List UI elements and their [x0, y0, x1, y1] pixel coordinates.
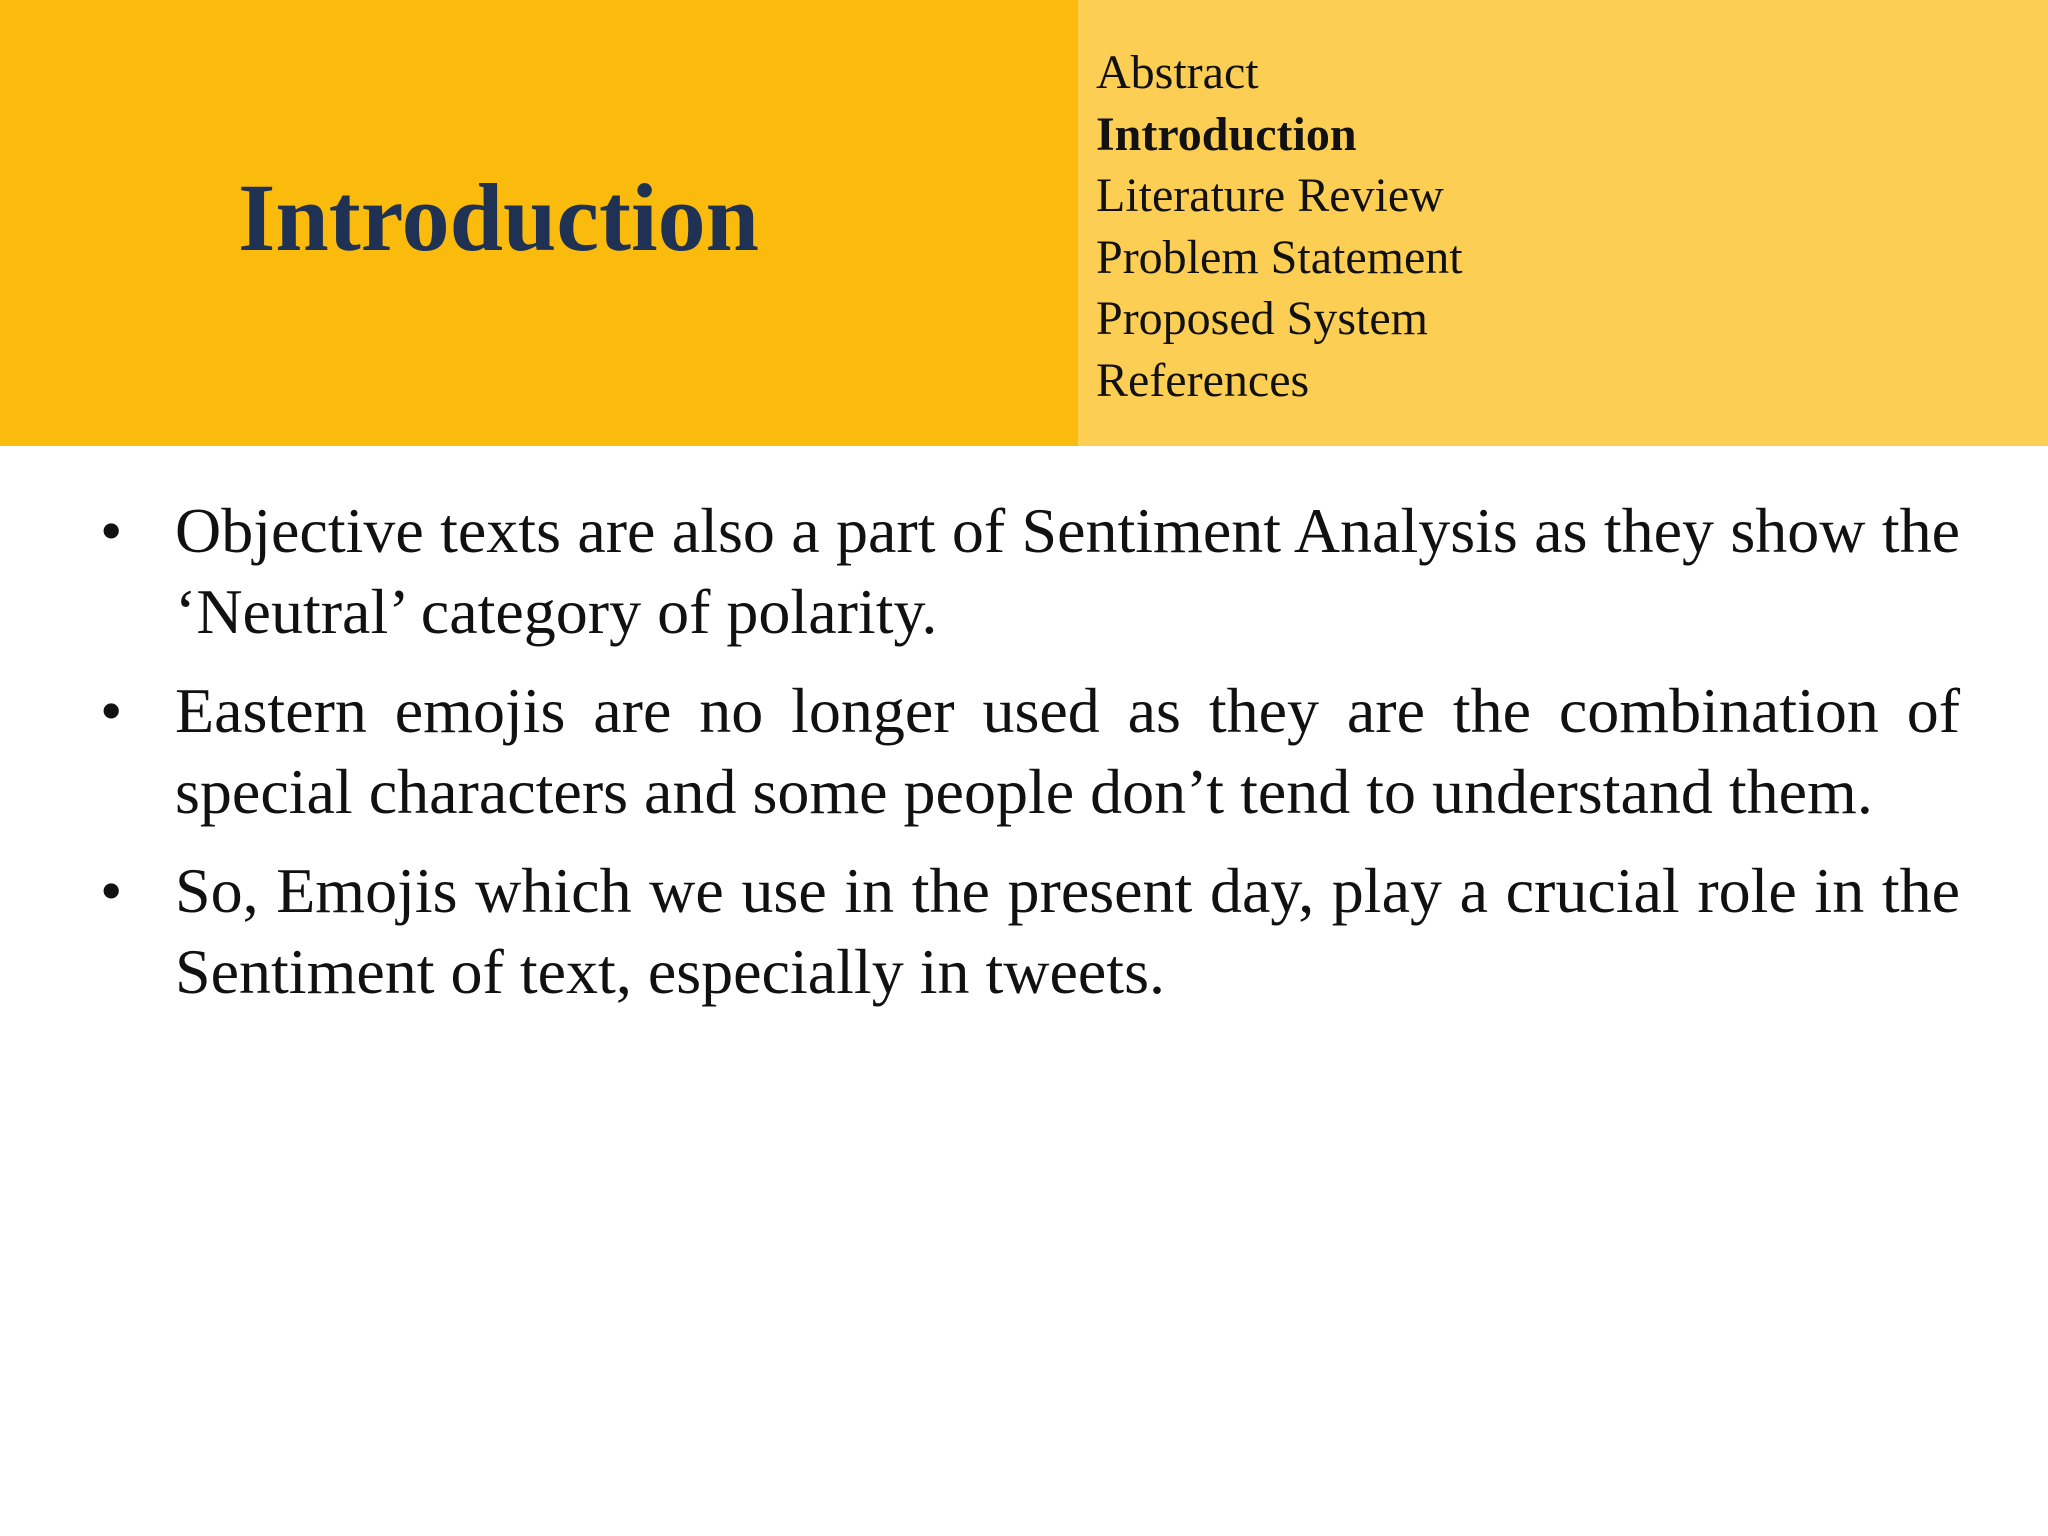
nav-item-references[interactable]: References: [1096, 353, 1310, 407]
nav-item-proposed-system[interactable]: Proposed System: [1096, 292, 1429, 345]
nav-item-abstract[interactable]: Abstract: [1096, 46, 1259, 99]
bullet-item: [100, 490, 1960, 652]
bullet-item: [100, 850, 1960, 1012]
nav-item-literature-review[interactable]: Literature Review: [1096, 169, 1444, 222]
nav-item-introduction[interactable]: Introduction: [1096, 107, 1357, 161]
bullet-item: [100, 670, 1960, 832]
page-title: Introduction: [238, 164, 760, 271]
bullet-dot-icon: •: [100, 855, 123, 926]
nav-item-problem-statement[interactable]: Problem Statement: [1096, 230, 1463, 284]
section-nav: [1096, 42, 1463, 411]
bullet-dot-icon: •: [100, 675, 123, 746]
bullet-text: Objective texts are also a part of Sentiment Analysis as they show the ‘Neutral’ category of polarity.: [175, 495, 1960, 647]
bullet-dot-icon: •: [100, 495, 123, 566]
bullet-text: So, Emojis which we use in the present day, play a crucial role in the Sentiment of text, especially in tweets.: [175, 855, 1960, 1007]
bullet-list: [100, 490, 1960, 1030]
bullet-text: Eastern emojis are no longer used as they are the combination of special characters and some people don’t tend to understand them.: [175, 675, 1960, 827]
